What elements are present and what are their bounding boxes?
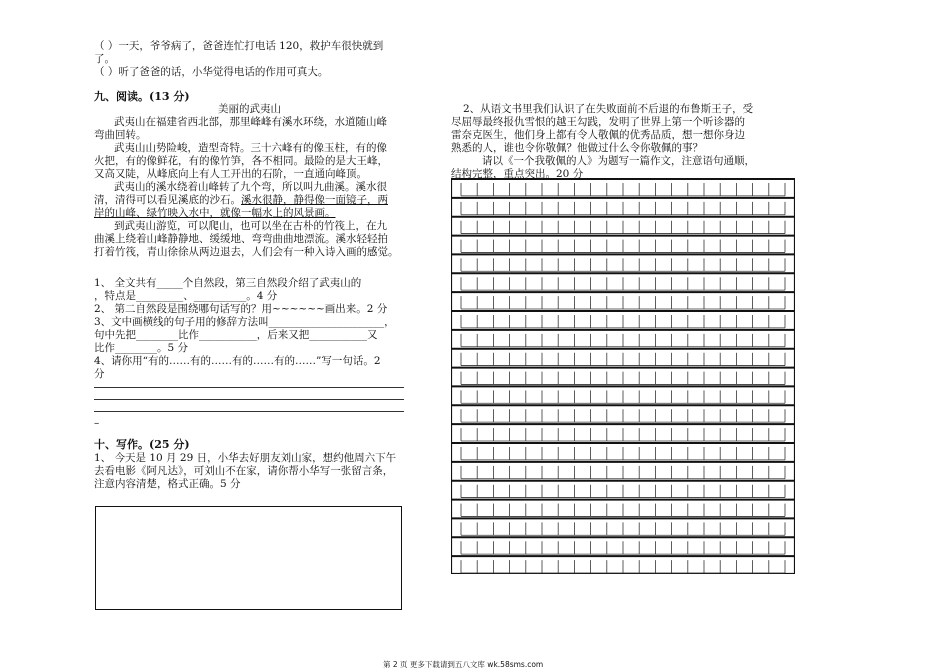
passage-p4-line2: 曲溪上绕着山峰静静地、缓缓地、弯弯曲曲地漂流。溪水轻轻拍: [94, 233, 388, 245]
question-3-line3: 比作________。5 分: [94, 342, 189, 354]
passage-p3-line2: [94, 194, 388, 207]
passage-title: 美丽的武夷山: [218, 103, 281, 115]
option-1-line-cont: 了。: [94, 53, 115, 65]
passage-p2-line3: 又高又陡，从峰底向上有人工开出的石阶，一直通向峰顶。: [94, 168, 367, 180]
question-1-line1: 1、 全文共有_____个自然段，第三自然段介绍了武夷山的: [94, 277, 362, 289]
passage-p4-line1: 到武夷山游览，可以爬山，也可以坐在古朴的竹筏上，在九: [114, 220, 387, 232]
question-2: 2、 第二自然段是围绕哪句话写的？用~~~~~~画出来。2 分: [94, 303, 388, 315]
answer-line-1: [94, 387, 404, 388]
writing-1-line3: 注意内容清楚，格式正确。5 分: [94, 478, 241, 490]
question-3-line2: 句中先把________比作___________，后来又把___________又: [94, 329, 378, 341]
answer-line-3: [94, 411, 404, 412]
composition-prompt-line4: 熟悉的人，谁也令你敬佩？他做过什么令你敬佩的事？: [451, 142, 703, 154]
composition-prompt-line6: 结构完整，重点突出。20 分: [451, 168, 584, 180]
underlined-sentence-part1: 溪水很静，静得像一面镜子，两: [241, 194, 388, 206]
dash-mark: –: [94, 417, 100, 429]
passage-p3-line1: 武夷山的溪水绕着山峰转了九个弯，所以叫九曲溪。溪水很: [114, 181, 387, 193]
passage-p1-line2: 弯曲回转。: [94, 129, 147, 141]
passage-p3-plain: 清，清得可以看见溪底的沙石。: [94, 194, 241, 206]
section-10-heading: 十、写作。(25 分): [94, 438, 190, 451]
composition-prompt-line3: 雷奈克医生，他们身上都有令人敬佩的优秀品质，想一想你身边: [451, 129, 745, 141]
option-2-line: （ ）听了爸爸的话，小华觉得电话的作用可真大。: [94, 66, 329, 78]
section-9-heading: 九、阅读。(13 分): [94, 90, 190, 103]
composition-prompt-line5: 请以《一个我敬佩的人》为题写一篇作文，注意语句通顺，: [482, 155, 755, 167]
composition-prompt-line2: 尽屈辱最终报仇雪恨的越王勾践，发明了世界上第一个听诊器的: [451, 116, 745, 128]
composition-prompt-line1: 2、从语文书里我们认识了在失败面前不后退的布鲁斯王子，受: [463, 103, 754, 115]
underlined-sentence-part2: 岸的山峰、绿竹映入水中，就像一幅水上的风景画。: [94, 207, 336, 219]
question-1-line2: ，特点是_________、__________。4 分: [94, 290, 278, 302]
passage-p2-line2: 火把，有的像鲜花，有的像竹笋，各不相同。最险的是大王峰，: [94, 155, 388, 167]
composition-grid[interactable]: [451, 178, 795, 574]
answer-line-2: [94, 399, 404, 400]
page-footer: 第 2 页 更多下载请到五八文库 wk.58sms.com: [383, 660, 544, 669]
passage-p4-line3: 打着竹筏，青山徐徐从两边退去，人们会有一种入诗入画的感觉。: [94, 246, 399, 258]
note-answer-box[interactable]: [95, 506, 402, 610]
writing-1-line1: 1、 今天是 10 月 29 日，小华去好朋友刘山家，想约他周六下午: [94, 452, 397, 464]
question-4-line2: 分: [94, 368, 105, 380]
option-1-line: （ ）一天，爷爷病了，爸爸连忙打电话 120，救护车很快就到: [94, 40, 384, 52]
passage-p2-line1: 武夷山山势险峻，造型奇特。三十六峰有的像玉柱，有的像: [114, 142, 387, 154]
writing-1-line2: 去看电影《阿凡达》，可刘山不在家，请你帮小华写一张留言条，: [94, 465, 394, 477]
question-3-line1: 3、文中画横线的句子用的修辞方法叫______________________，: [94, 316, 395, 328]
passage-p1-line1: 武夷山在福建省西北部，那里峰峰有溪水环绕，水道随山峰: [114, 116, 387, 128]
question-4-line1: 4、请你用“有的……有的……有的……有的……”写一句话。2: [94, 355, 381, 367]
